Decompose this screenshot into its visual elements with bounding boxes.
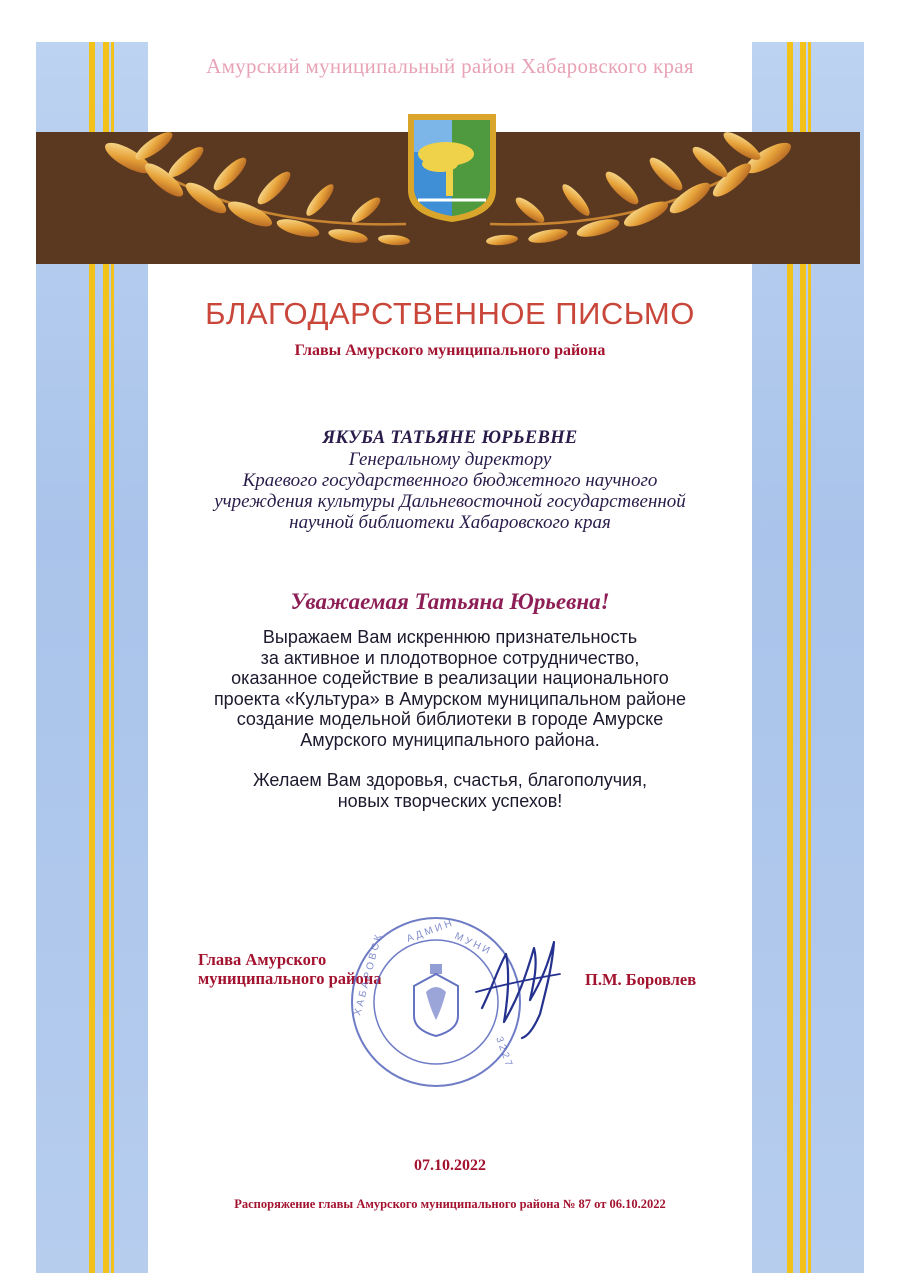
handwritten-signature-icon — [468, 928, 568, 1040]
greeting: Уважаемая Татьяна Юрьевна! — [290, 589, 610, 614]
wish-line: новых творческих успехов! — [337, 790, 563, 811]
body-line: проекта «Культура» в Амурском муниципальном районе — [213, 688, 687, 709]
recipient-block — [0, 428, 900, 533]
position-line: Глава Амурского — [198, 950, 327, 969]
body-line: оказанное содействие в реализации национального — [231, 668, 669, 688]
body-line: за активное и плодотворное сотрудничество, — [260, 647, 640, 668]
document-subtitle: Главы Амурского муниципального района — [294, 342, 606, 359]
letter-body — [0, 627, 900, 750]
body-line: Амурского муниципального района. — [300, 729, 600, 750]
coat-of-arms-icon — [406, 112, 498, 224]
svg-text:М У Н И: М У Н И — [452, 930, 492, 957]
recipient-line: Краевого государственного бюджетного научного — [242, 470, 658, 491]
recipient-line: учреждения культуры Дальневосточной государственной — [214, 491, 686, 512]
recipient-name: ЯКУБА ТАТЬЯНЕ ЮРЬЕВНЕ — [322, 428, 578, 448]
position-line: муниципального района — [198, 969, 382, 988]
svg-text:3 2 2 7: 3 2 2 7 — [493, 1035, 514, 1068]
wishes — [0, 770, 900, 811]
region-header: Амурский муниципальный район Хабаровского края — [206, 54, 694, 78]
recipient-line: научной библиотеки Хабаровского края — [289, 512, 611, 533]
svg-text:Х А Б А Р О В С К: Х А Б А Р О В С К — [352, 933, 385, 1017]
body-line: Выражаем Вам искреннюю признательность — [262, 627, 638, 647]
recipient-line: Генеральному директору — [348, 449, 552, 470]
letter-date: 07.10.2022 — [414, 1157, 486, 1174]
body-line: создание модельной библиотеки в городе Амурске — [236, 709, 664, 729]
signer-name: П.М. Боровлев — [585, 970, 697, 989]
document-title: БЛАГОДАРСТВЕННОЕ ПИСЬМО — [205, 296, 695, 331]
svg-text:А Д М И Н: А Д М И Н — [405, 918, 454, 945]
order-reference: Распоряжение главы Амурского муниципального района № 87 от 06.10.2022 — [234, 1197, 666, 1211]
wish-line: Желаем Вам здоровья, счастья, благополучия, — [253, 770, 647, 790]
